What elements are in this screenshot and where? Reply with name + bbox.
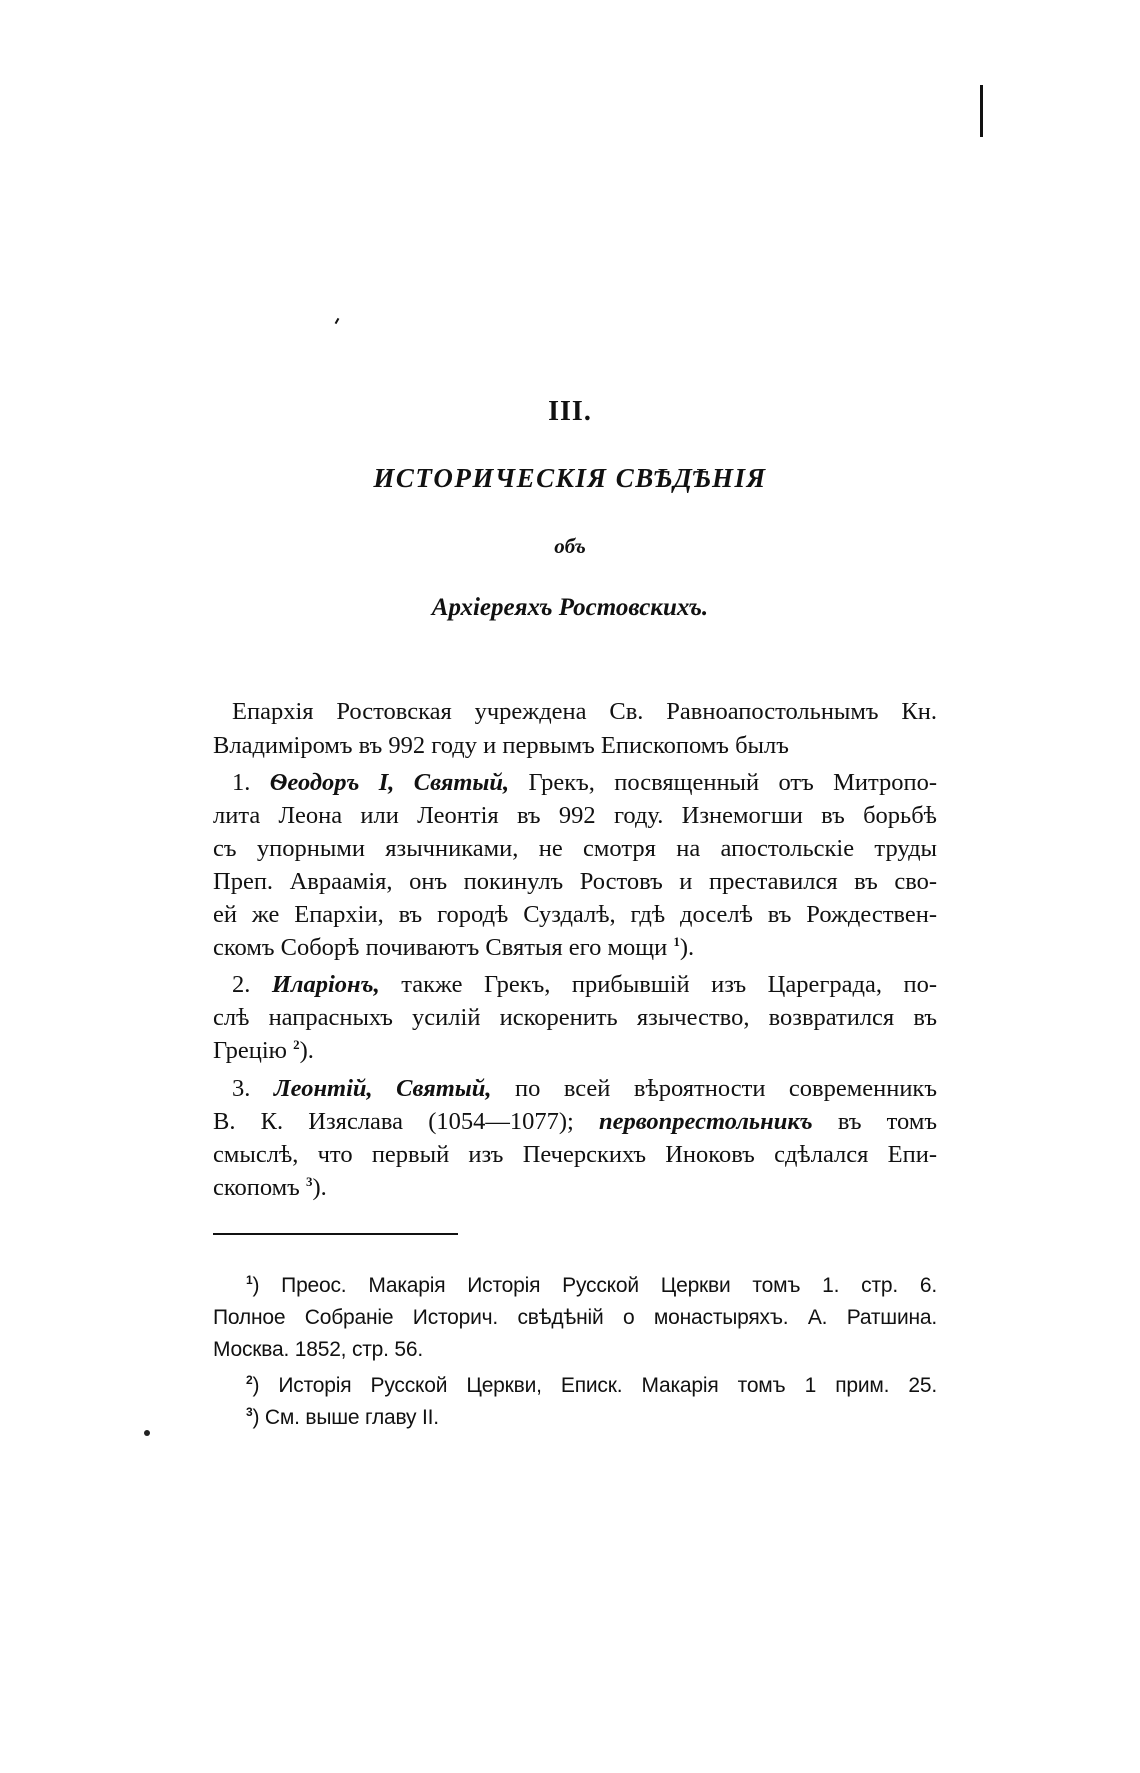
entry-1-line: скомъ Соборѣ почиваютъ Святыя его мощи $^1$). xyxy=(213,934,695,961)
entry-3-line: В. К. Изяслава (1054—1077); первопрестольникъ въ томъ xyxy=(213,1108,938,1135)
bishop-name: Леонтій, Святый, xyxy=(273,1075,492,1102)
scan-mark xyxy=(980,85,983,137)
entry-2-line: Грецію $^2$). xyxy=(213,1037,314,1064)
chapter-subtitle: Архіереяхъ Ростовскихъ. xyxy=(431,594,709,621)
entry-3-line: 3. Леонтій, Святый, по всей вѣроятности современникъ xyxy=(232,1075,937,1102)
footnote-1: Полное Собраніе Историч. свѣдѣній о монастыряхъ. А. Ратшина. xyxy=(213,1306,937,1329)
paragraph-intro-line: Владиміромъ въ 992 году и первымъ Епископомъ былъ xyxy=(213,732,789,759)
paragraph-intro-line: Епархія Ростовская учреждена Св. Равноапостольнымъ Кн. xyxy=(232,698,937,725)
footnote-ref: 2 xyxy=(293,1037,300,1052)
footnote-number: 3 xyxy=(246,1405,253,1419)
entry-1-line: лита Леона или Леонтія въ 992 году. Изнемогши въ борьбѣ xyxy=(213,802,937,829)
entry-3-line: смыслѣ, что первый изъ Печерскихъ Иноковъ сдѣлался Епи- xyxy=(213,1141,937,1168)
entry-3-line: скопомъ $^3$). xyxy=(213,1174,327,1201)
footnote-3: $^3$) См. выше главу II. xyxy=(246,1405,439,1429)
footnote-ref: 1 xyxy=(673,934,680,949)
scan-speck xyxy=(144,1430,150,1436)
entry-1-line: ей же Епархіи, въ городѣ Суздалѣ, гдѣ доселѣ въ Рождествен- xyxy=(213,901,937,928)
entry-1-line: съ упорными язычниками, не смотря на апостольскіе труды xyxy=(213,835,937,862)
footnote-1: $^1$) Преос. Макарія Исторія Русской Церкви томъ 1. стр. 6. xyxy=(246,1273,937,1297)
footnote-number: 1 xyxy=(246,1273,253,1287)
footnote-1: Москва. 1852, стр. 56. xyxy=(213,1338,424,1361)
entry-1-line: 1. Ѳеодоръ I, Святый, Грекъ, посвященный отъ Митропо- xyxy=(232,769,938,796)
footnote-number: 2 xyxy=(246,1373,253,1387)
footnote-2: $^2$) Исторія Русской Церкви, Еписк. Макарія томъ 1 прим. 25. xyxy=(246,1373,937,1397)
epithet: первопрестольникъ xyxy=(599,1108,813,1135)
footnote-divider xyxy=(213,1233,458,1235)
scan-speck xyxy=(335,318,340,324)
entry-2-line: 2. Иларіонъ, также Грекъ, прибывшій изъ Цареграда, по- xyxy=(232,971,938,998)
entry-2-line: слѣ напрасныхъ усилій искоренить язычество, возвратился въ xyxy=(213,1004,937,1031)
bishop-name: Ѳеодоръ I, Святый, xyxy=(269,769,510,796)
entry-1-line: Преп. Авраамія, онъ покинулъ Ростовъ и преставился въ сво- xyxy=(213,868,937,895)
chapter-preposition: объ xyxy=(554,534,586,558)
chapter-title: ИСТОРИЧЕСКІЯ СВѢДѢНІЯ xyxy=(373,463,767,493)
chapter-number: III. xyxy=(548,396,592,427)
footnote-ref: 3 xyxy=(305,1174,313,1189)
bishop-name: Иларіонъ, xyxy=(271,971,380,998)
